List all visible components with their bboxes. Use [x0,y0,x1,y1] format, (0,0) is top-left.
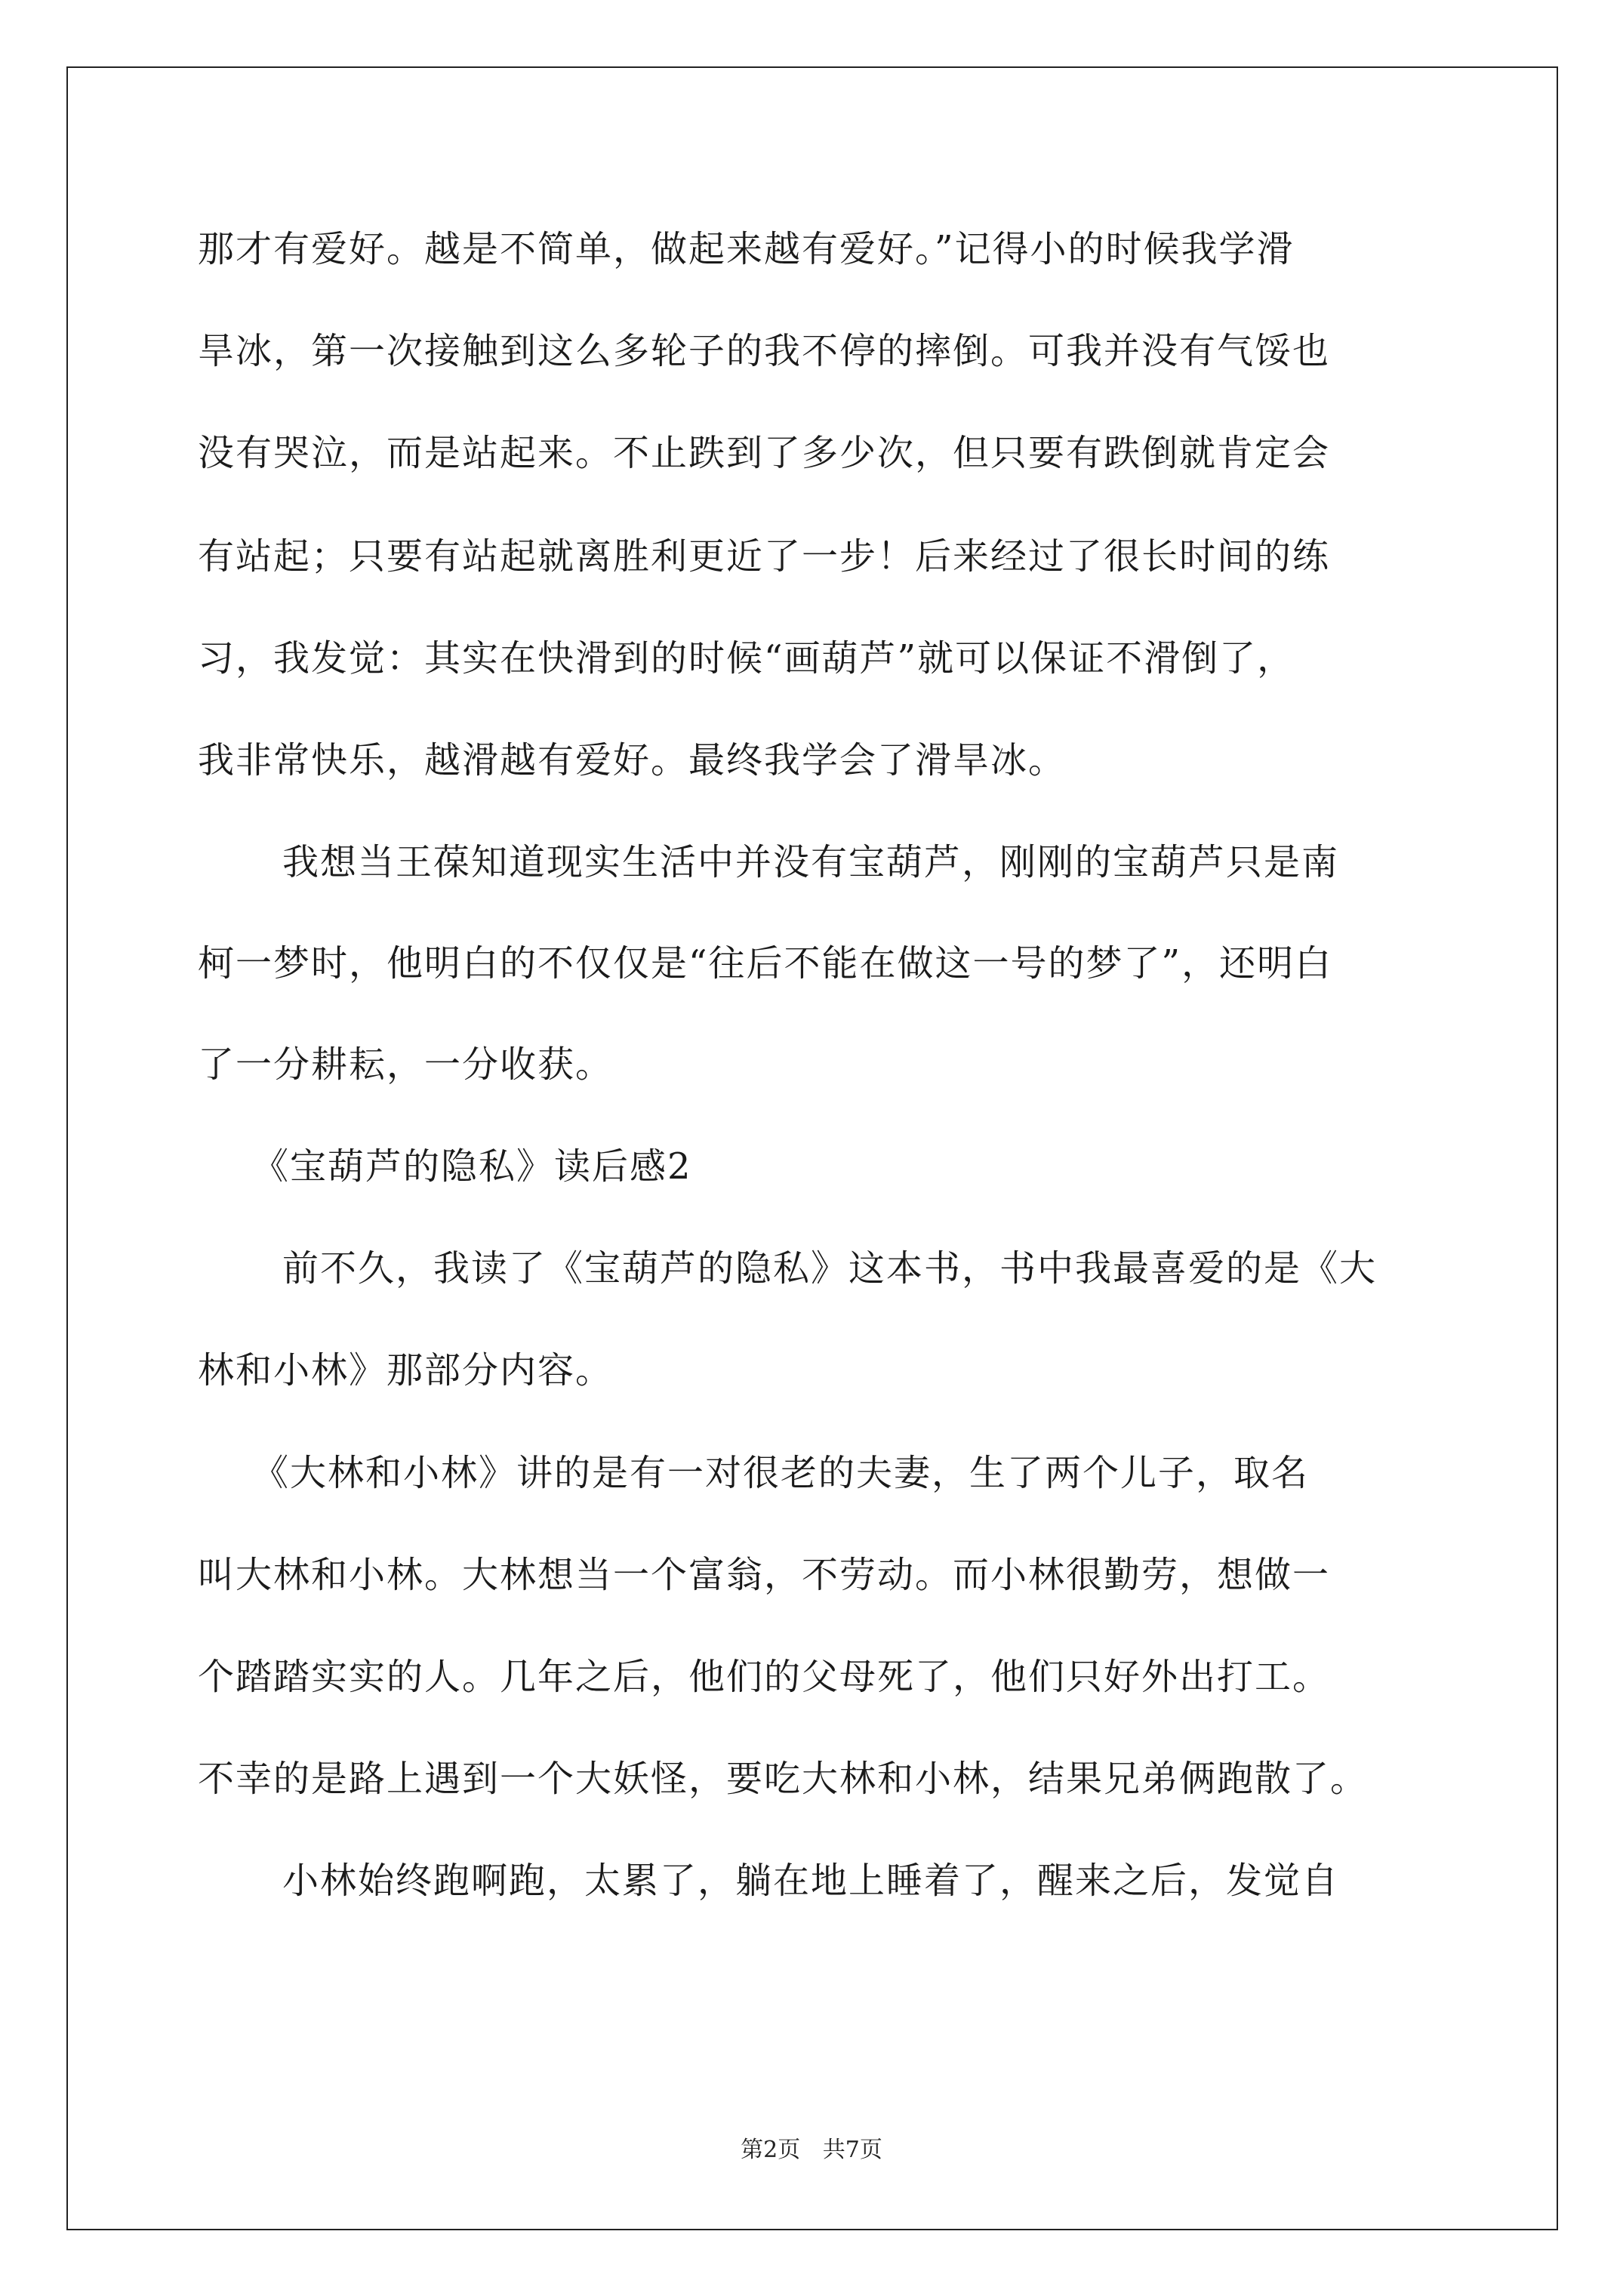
text-line: 前不久，我读了《宝葫芦的隐私》这本书，书中我最喜爱的是《大 [282,1247,1378,1290]
text-line: 我非常快乐，越滑越有爱好。最终我学会了滑旱冰。 [198,739,1067,781]
page-number: 第2页 [741,2137,801,2163]
text-line: 没有哭泣，而是站起来。不止跌到了多少次，但只要有跌倒就肯定会 [198,432,1331,474]
text-line: 有站起；只要有站起就离胜利更近了一步！后来经过了很长时间的练 [198,535,1331,578]
text-line: 《大林和小林》讲的是有一对很老的夫妻，生了两个儿子，取名 [252,1452,1310,1494]
text-line: 旱冰，第一次接触到这么多轮子的我不停的摔倒。可我并没有气馁也 [198,330,1331,372]
text-line: 个踏踏实实的人。几年之后，他们的父母死了，他们只好外出打工。 [198,1656,1331,1698]
text-line: 林和小林》那部分内容。 [198,1349,614,1391]
text-line: 柯一梦时，他明白的不仅仅是“往后不能在做这一号的梦了”，还明白 [198,942,1333,985]
text-line: 不幸的是路上遇到一个大妖怪，要吃大林和小林，结果兄弟俩跑散了。 [198,1758,1369,1800]
section-heading: 《宝葫芦的隐私》读后感2 [252,1145,692,1188]
page-total: 共7页 [822,2137,882,2163]
page-footer [0,2135,1623,2165]
text-line: 叫大林和小林。大林想当一个富翁，不劳动。而小林很勤劳，想做一 [198,1554,1331,1596]
text-line: 我想当王葆知道现实生活中并没有宝葫芦，刚刚的宝葫芦只是南 [282,841,1340,883]
text-line: 习，我发觉：其实在快滑到的时候“画葫芦”就可以保证不滑倒了， [198,637,1295,680]
text-line: 那才有爱好。越是不简单，做起来越有爱好。”记得小的时候我学滑 [198,228,1295,270]
text-line: 了一分耕耘，一分收获。 [198,1043,614,1086]
text-line: 小林始终跑啊跑，太累了，躺在地上睡着了，醒来之后，发觉自 [282,1860,1340,1902]
